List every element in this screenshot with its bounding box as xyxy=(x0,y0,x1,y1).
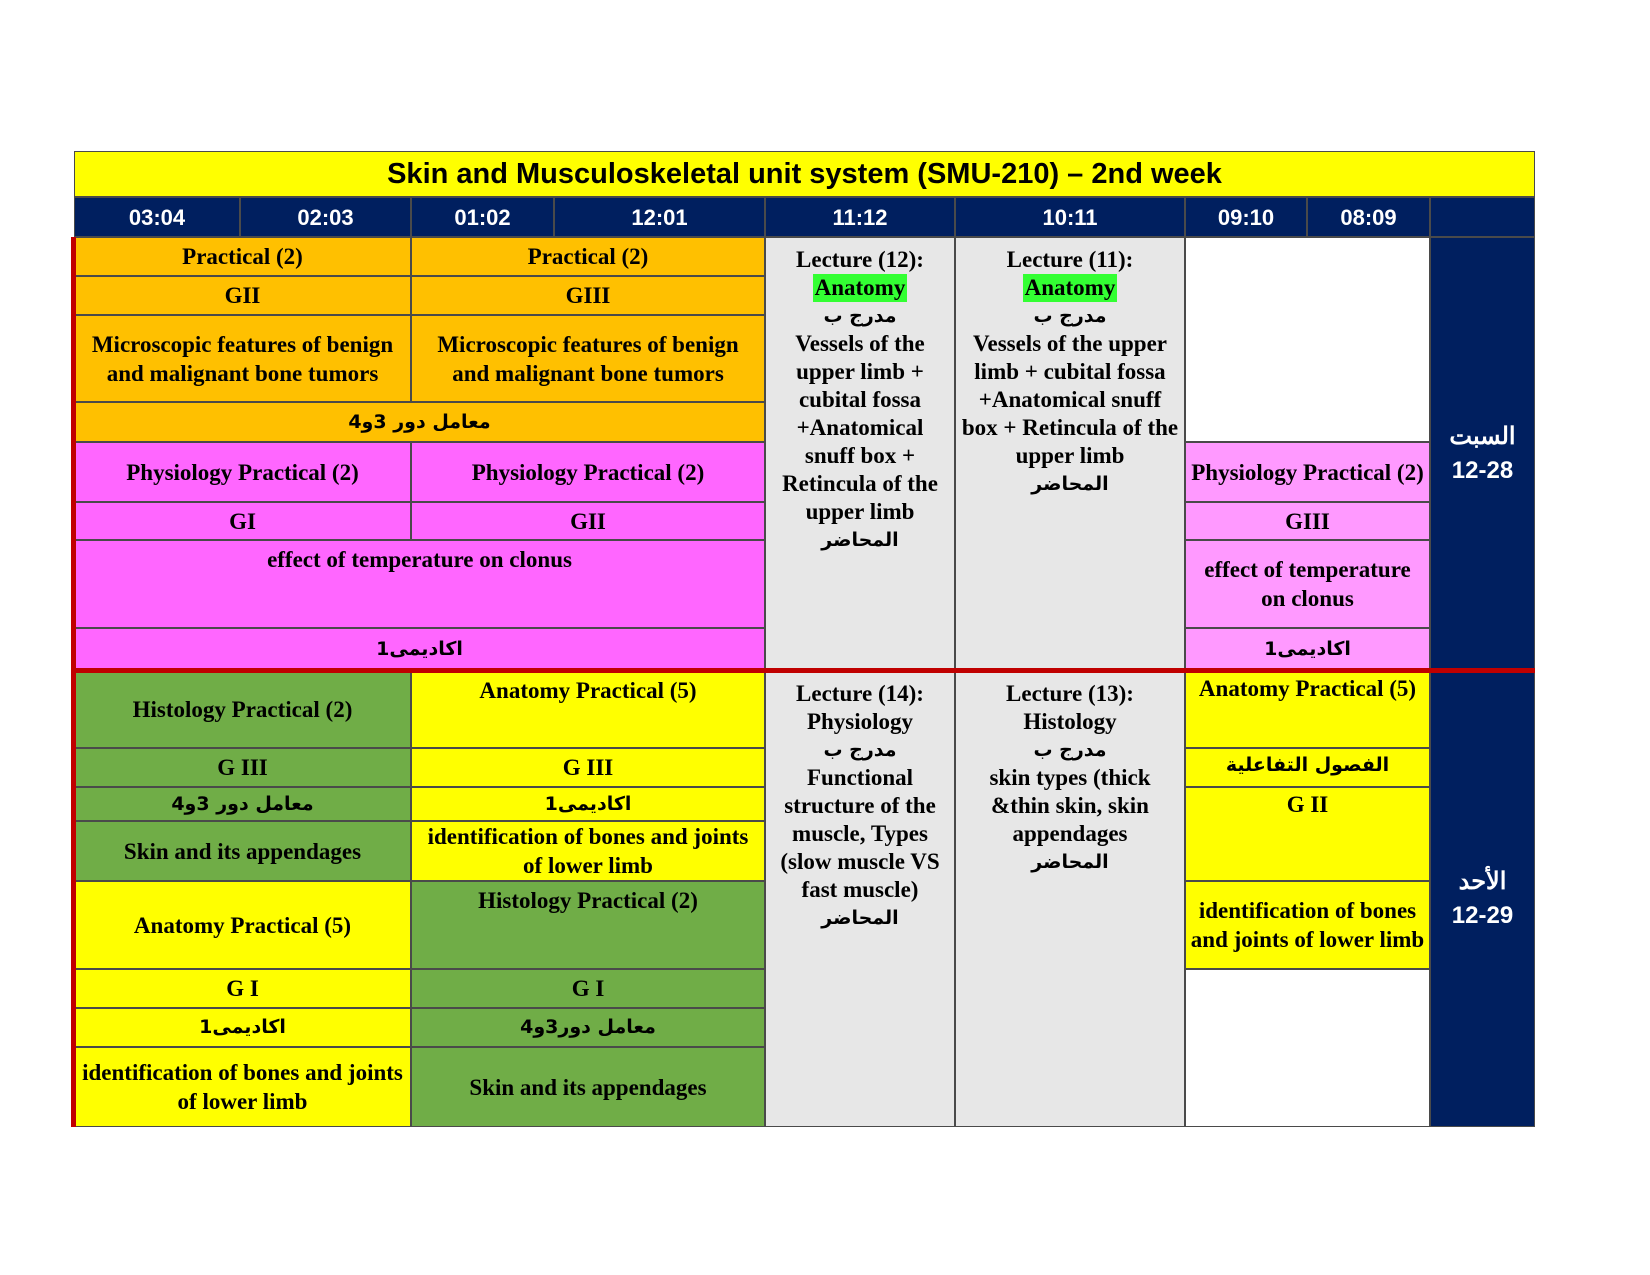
lecture-topic: Functional structure of the muscle, Types (slow muscle VS fast muscle) xyxy=(780,765,940,902)
physiology-practical-title: Physiology Practical (2) xyxy=(74,442,411,502)
time-slot-header: 09:10 xyxy=(1185,197,1307,237)
lecture-hall: مدرج ب xyxy=(823,305,897,327)
time-slot-header: 11:12 xyxy=(765,197,955,237)
time-slot-header: 02:03 xyxy=(240,197,411,237)
physiology-practical-title: Physiology Practical (2) xyxy=(411,442,765,502)
day-name: السبت xyxy=(1449,423,1516,450)
physiology-group: GIII xyxy=(1185,502,1430,540)
anatomy-practical-title: Anatomy Practical (5) xyxy=(411,671,765,748)
lecture-title: Lecture (12): xyxy=(796,247,924,272)
anatomy-topic: identification of bones and joints of lower limb xyxy=(1185,881,1430,969)
lecture-type: المحاضر xyxy=(821,529,899,551)
lecture-topic: Vessels of the upper limb + cubital fossa +Anatomical snuff box + Retincula of the upper limb xyxy=(961,331,1179,468)
lecture-14 xyxy=(765,671,955,1127)
histology-room: معامل دور 3و4 xyxy=(74,787,411,821)
practical-topic: Microscopic features of benign and malignant bone tumors xyxy=(74,315,411,402)
lecture-title: Lecture (11): xyxy=(1006,247,1134,272)
anatomy-topic: identification of bones and joints of lower limb xyxy=(74,1047,411,1127)
time-slot-header: 10:11 xyxy=(955,197,1185,237)
lecture-subject: Histology xyxy=(1023,709,1117,734)
physiology-room: اكاديمى1 xyxy=(74,628,765,671)
red-day-divider xyxy=(74,668,1535,673)
practical-room: معامل دور 3و4 xyxy=(74,402,765,442)
day-saturday xyxy=(1430,237,1535,671)
time-slot-header: 03:04 xyxy=(74,197,240,237)
time-slot-header: 12:01 xyxy=(554,197,765,237)
histology-group: G I xyxy=(411,969,765,1008)
physiology-room: اكاديمى1 xyxy=(1185,628,1430,671)
lecture-title: Lecture (14): xyxy=(796,681,924,706)
physiology-topic: effect of temperature on clonus xyxy=(74,540,765,628)
day-date: 12-29 xyxy=(1451,902,1514,929)
histology-topic: Skin and its appendages xyxy=(74,821,411,881)
lecture-title: Lecture (13): xyxy=(1006,681,1134,706)
physiology-group: GII xyxy=(411,502,765,540)
anatomy-room: اكاديمى1 xyxy=(411,787,765,821)
anatomy-group: G I xyxy=(74,969,411,1008)
day-name: الأحد xyxy=(1458,868,1507,895)
time-slot-header: 01:02 xyxy=(411,197,554,237)
lecture-hall: مدرج ب xyxy=(1033,739,1107,761)
anatomy-practical-title: Anatomy Practical (5) xyxy=(1185,671,1430,748)
practical-title: Practical (2) xyxy=(411,237,765,276)
anatomy-room: اكاديمى1 xyxy=(74,1008,411,1047)
anatomy-group: G III xyxy=(411,748,765,787)
physiology-group: GI xyxy=(74,502,411,540)
lecture-subject: Physiology xyxy=(806,709,914,734)
lecture-subject: Anatomy xyxy=(1024,275,1116,300)
lecture-type: المحاضر xyxy=(1031,473,1109,495)
histology-topic: Skin and its appendages xyxy=(411,1047,765,1127)
physiology-practical-title: Physiology Practical (2) xyxy=(1185,442,1430,502)
lecture-11 xyxy=(955,237,1185,671)
lecture-12 xyxy=(765,237,955,671)
histology-practical-title: Histology Practical (2) xyxy=(411,881,765,969)
anatomy-room: الفصول التفاعلية xyxy=(1185,748,1430,787)
lecture-hall: مدرج ب xyxy=(1033,305,1107,327)
anatomy-topic: identification of bones and joints of lower limb xyxy=(411,821,765,881)
lecture-type: المحاضر xyxy=(821,907,899,929)
day-date: 12-28 xyxy=(1451,457,1514,484)
lecture-topic: Vessels of the upper limb + cubital fossa +Anatomical snuff box + Retincula of the upper limb xyxy=(782,331,938,524)
lecture-topic: skin types (thick &thin skin, skin appendages xyxy=(989,765,1151,846)
practical-group: GIII xyxy=(411,276,765,315)
day-header-corner xyxy=(1430,197,1535,237)
lecture-13 xyxy=(955,671,1185,1127)
red-left-rule xyxy=(71,237,76,1127)
practical-topic: Microscopic features of benign and malignant bone tumors xyxy=(411,315,765,402)
histology-practical-title: Histology Practical (2) xyxy=(74,671,411,748)
lecture-type: المحاضر xyxy=(1031,851,1109,873)
lecture-subject: Anatomy xyxy=(814,275,906,300)
time-slot-header: 08:09 xyxy=(1307,197,1430,237)
empty-slot xyxy=(1185,237,1430,442)
page-title: Skin and Musculoskeletal unit system (SMU-210) – 2nd week xyxy=(74,151,1535,197)
physiology-topic: effect of temperature on clonus xyxy=(1185,540,1430,628)
anatomy-practical-title: Anatomy Practical (5) xyxy=(74,881,411,969)
empty-slot xyxy=(1185,969,1430,1127)
practical-group: GII xyxy=(74,276,411,315)
anatomy-group: G II xyxy=(1185,787,1430,881)
practical-title: Practical (2) xyxy=(74,237,411,276)
histology-room: معامل دور3و4 xyxy=(411,1008,765,1047)
day-sunday xyxy=(1430,671,1535,1127)
histology-group: G III xyxy=(74,748,411,787)
lecture-hall: مدرج ب xyxy=(823,739,897,761)
